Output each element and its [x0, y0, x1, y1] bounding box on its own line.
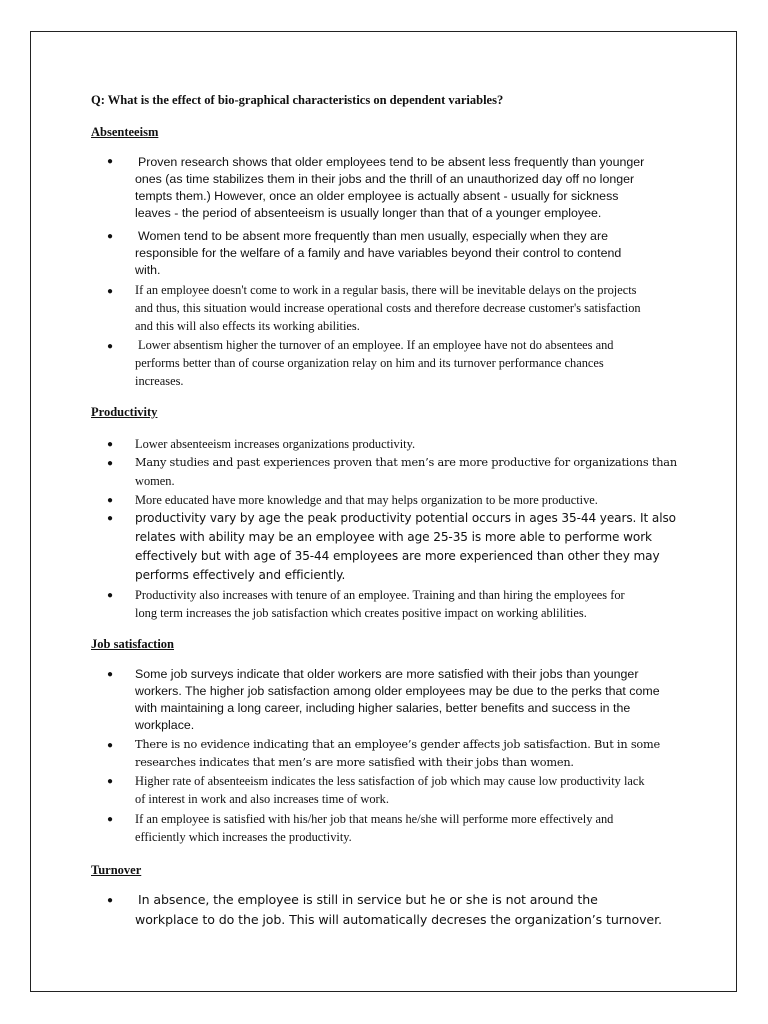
text-line: In absence, the employee is still in service but he or she is not around the — [138, 892, 598, 907]
bullet: ● — [107, 814, 114, 825]
document-page — [30, 31, 737, 992]
bullet: ● — [107, 895, 114, 906]
text-line: Lower absentism higher the turnover of an employee. If an employee have not do absentees and — [138, 338, 614, 352]
question-heading: Q: What is the effect of bio-graphical characteristics on dependent variables? — [91, 93, 504, 107]
bullet: ● — [107, 156, 114, 167]
text-line: Lower absenteeism increases organizations productivity. — [135, 437, 416, 451]
text-line: performs effectively and efficiently. — [135, 568, 346, 582]
text-line: and thus, this situation would increase operational costs and therefore decrease customer's satisfaction — [135, 301, 641, 315]
text-line: productivity vary by age the peak productivity potential occurs in ages 35-44 years. It also — [135, 511, 676, 525]
text-line: with. — [135, 263, 161, 277]
bullet: ● — [107, 740, 114, 751]
text-line: leaves - the period of absenteeism is usually longer than that of a younger employee. — [135, 206, 602, 220]
bullet: ● — [107, 590, 114, 601]
text-line: Productivity also increases with tenure of an employee. Training and than hiring the employees for — [135, 588, 625, 602]
text-line: researches indicates that men’s are more satisfied with their jobs than women. — [135, 756, 574, 769]
text-line: workplace to do the job. This will automatically decreses the organization’s turnover. — [135, 912, 662, 927]
bullet: ● — [107, 669, 114, 680]
text-line: Women tend to be absent more frequently than men usually, especially when they are — [138, 229, 608, 243]
text-line: workers. The higher job satisfaction among older employees may be due to the perks that come — [135, 684, 660, 698]
text-line: If an employee is satisfied with his/her job that means he/she will performe more effectively and — [135, 812, 614, 826]
bullet: ● — [107, 776, 114, 787]
bullet: ● — [107, 231, 114, 242]
section-heading-absenteeism: Absenteeism — [91, 125, 159, 139]
bullet: ● — [107, 341, 114, 352]
text-line: performs better than of course organization relay on him and its turnover performance chances — [135, 356, 604, 370]
text-line: relates with ability may be an employee with age 25-35 is more able to performe work — [135, 530, 652, 544]
section-heading-turnover: Turnover — [91, 863, 142, 877]
section-heading-productivity: Productivity — [91, 405, 158, 419]
text-line: If an employee doesn't come to work in a regular basis, there will be inevitable delays on the projects — [135, 283, 637, 297]
bullet: ● — [107, 286, 114, 297]
section-heading-job-satisfaction: Job satisfaction — [91, 637, 174, 651]
text-line: Higher rate of absenteeism indicates the less satisfaction of job which may cause low productivity lack — [135, 774, 645, 788]
text-line: effectively but with age of 35-44 employees are more experienced than other they may — [135, 549, 660, 563]
bullet: ● — [107, 513, 114, 524]
bullet: ● — [107, 495, 114, 506]
text-line: tempts them.) However, once an older employee is actually absent - usually for sickness — [135, 189, 619, 203]
text-line: Proven research shows that older employees tend to be absent less frequently than younger — [138, 155, 645, 169]
text-line: There is no evidence indicating that an employee’s gender affects job satisfaction. But in some — [135, 738, 661, 751]
text-line: women. — [135, 474, 175, 488]
text-line: with maintaining a long career, including higher salaries, better benefits and success in the — [135, 701, 631, 715]
text-line: and this will also effects its working abilities. — [135, 319, 360, 333]
bullet: ● — [107, 458, 114, 469]
text-line: increases. — [135, 374, 184, 388]
text-line: More educated have more knowledge and that may helps organization to be more productive. — [135, 493, 598, 507]
text-line: Many studies and past experiences proven that men’s are more productive for organizations than — [135, 456, 677, 469]
text-line: Some job surveys indicate that older workers are more satisfied with their jobs than younger — [135, 667, 639, 681]
text-line: responsible for the welfare of a family and have variables beyond their control to contend — [135, 246, 622, 260]
text-line: workplace. — [135, 718, 195, 732]
text-line: long term increases the job satisfaction which creates positive impact on working ablilities. — [135, 606, 587, 620]
text-line: of interest in work and also increases time of work. — [135, 792, 389, 806]
text-line: ones (as time stabilizes them in their jobs and the thrill of an unauthorized day off no longer — [135, 172, 635, 186]
bullet: ● — [107, 439, 114, 450]
text-line: efficiently which increases the productivity. — [135, 830, 352, 844]
